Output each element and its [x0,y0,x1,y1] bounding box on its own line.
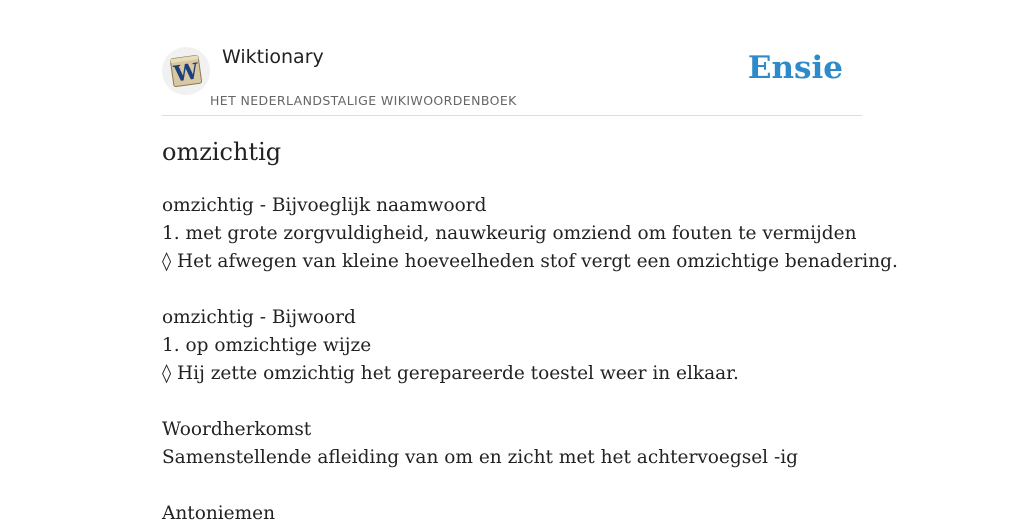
adverb-example: ◊ Hij zette omzichtig het gerepareerde toestel weer in elkaar. [162,363,739,384]
etymology-text: Samenstellende afleiding van om en zicht met het achtervoegsel -ig [162,447,798,468]
etymology-heading: Woordherkomst [162,419,312,440]
adverb-heading: omzichtig - Bijwoord [162,307,356,328]
svg-text:W: W [172,58,201,88]
site-name[interactable]: Wiktionary [222,46,324,68]
adverb-definition: 1. op omzichtige wijze [162,335,372,356]
spacer [162,276,898,304]
adjective-example: ◊ Het afwegen van kleine hoeveelheden stof vergt een omzichtige benadering. [162,251,898,272]
site-tagline: HET NEDERLANDSTALIGE WIKIWOORDENBOEK [210,93,517,108]
adjective-definition: 1. met grote zorgvuldigheid, nauwkeurig omziend om fouten te vermijden [162,223,857,244]
page-title: omzichtig [162,138,282,166]
ensie-brand-link[interactable]: Ensie [747,50,843,86]
page-container [162,0,898,524]
spacer [162,472,898,500]
wiktionary-logo-icon[interactable] [162,47,210,95]
site-header [162,0,862,116]
adjective-heading: omzichtig - Bijvoeglijk naamwoord [162,195,487,216]
entry-content [162,192,898,528]
antonyms-heading: Antoniemen [162,503,276,524]
spacer [162,388,898,416]
